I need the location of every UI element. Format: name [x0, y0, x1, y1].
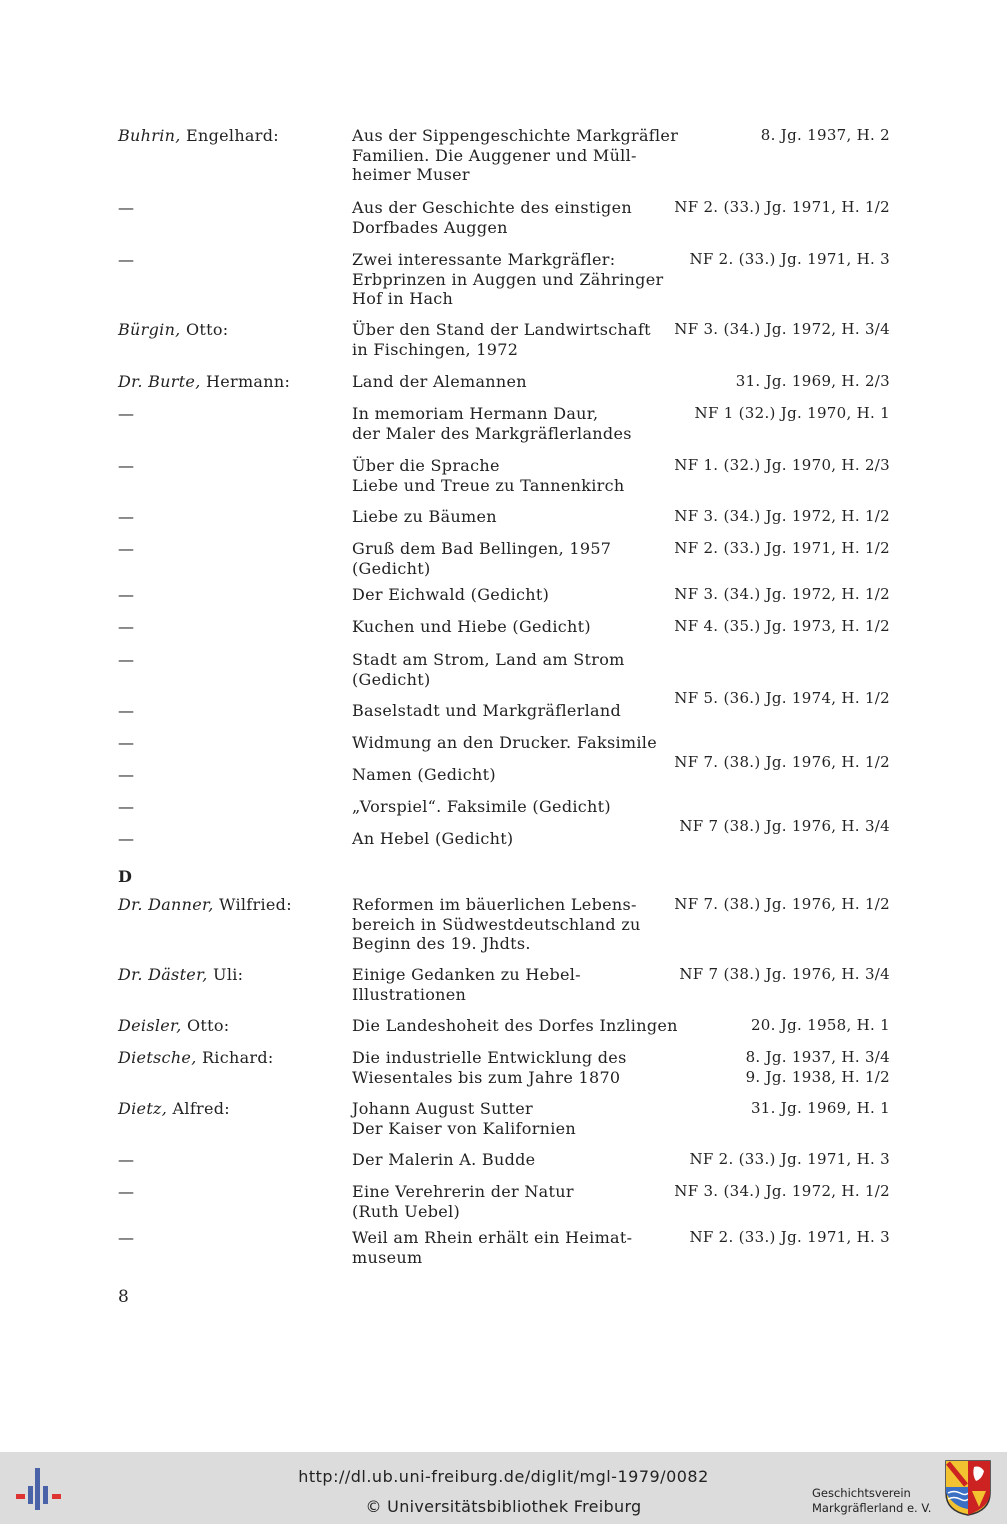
reference-line: NF 3. (34.) Jg. 1972, H. 1/2 [674, 1182, 890, 1200]
entry-row [118, 1048, 908, 1099]
author-forename: Richard: [196, 1048, 274, 1067]
title-line: Beginn des 19. Jhdts. [352, 934, 531, 953]
entry-reference [689, 1150, 890, 1170]
entry-row [118, 895, 908, 965]
title-line: Die industrielle Entwicklung des [352, 1048, 627, 1067]
entry-author [118, 797, 348, 817]
entry-author [118, 1099, 348, 1119]
reference-line: NF 5. (36.) Jg. 1974, H. 1/2 [674, 689, 890, 707]
title-line: Widmung an den Drucker. Faksimile [352, 733, 657, 752]
entry-row [118, 507, 908, 539]
section-heading: D [118, 867, 132, 886]
entry-row [118, 1150, 908, 1182]
entry-row [118, 404, 908, 456]
entry-author [118, 320, 348, 340]
source-url-link[interactable]: http://dl.ub.uni-freiburg.de/diglit/mgl-1979/0082 [298, 1467, 709, 1486]
title-line: Der Eichwald (Gedicht) [352, 585, 550, 604]
entry-author [118, 404, 348, 424]
entry-title [352, 1099, 662, 1138]
reference-line: 31. Jg. 1969, H. 2/3 [735, 372, 890, 390]
entry-author [118, 765, 348, 785]
title-line: Der Malerin A. Budde [352, 1150, 536, 1169]
entry-author [118, 1048, 348, 1068]
title-line: Aus der Geschichte des einstigen [352, 198, 632, 217]
reference-line: NF 3. (34.) Jg. 1972, H. 1/2 [674, 507, 890, 525]
reference-line: NF 1. (32.) Jg. 1970, H. 2/3 [674, 456, 890, 474]
reference-line: NF 1 (32.) Jg. 1970, H. 1 [694, 404, 890, 422]
entry-reference [674, 585, 890, 605]
entry-author [118, 372, 348, 392]
title-line: Illustrationen [352, 984, 467, 1004]
title-line: Über den Stand der Landwirtschaft [352, 320, 651, 339]
title-line: Der Kaiser von Kalifornien [352, 1118, 577, 1138]
title-line: An Hebel (Gedicht) [352, 829, 514, 848]
entry-title [352, 372, 662, 392]
entry-row [118, 539, 908, 585]
entry-row [118, 198, 908, 250]
title-line: Zwei interessante Markgräfler: [352, 250, 616, 269]
title-line: Liebe und Treue zu Tannenkirch [352, 475, 625, 495]
entry-title [352, 1228, 662, 1267]
entry-row [118, 1016, 908, 1048]
entry-author [118, 733, 348, 753]
entry-row [118, 650, 908, 707]
title-line: Liebe zu Bäumen [352, 507, 497, 526]
entry-author [118, 617, 348, 637]
author-forename: — [118, 617, 135, 636]
reference-line: NF 7 (38.) Jg. 1976, H. 3/4 [679, 816, 890, 835]
footer-bar [0, 1452, 1007, 1524]
entry-author [118, 829, 348, 849]
entry-row [118, 1099, 908, 1150]
entry-row [118, 1228, 908, 1274]
entry-title [352, 829, 662, 849]
author-forename: — [118, 456, 135, 475]
reference-line: NF 2. (33.) Jg. 1971, H. 3 [689, 1150, 890, 1168]
entry-reference [761, 126, 890, 146]
entry-row [118, 701, 908, 733]
title-line: Über die Sprache [352, 456, 500, 475]
author-forename: — [118, 198, 135, 217]
reference-line: 9. Jg. 1938, H. 1/2 [745, 1067, 890, 1086]
reference-line [679, 797, 890, 817]
title-line: Baselstadt und Markgräflerland [352, 701, 622, 720]
entry-author [118, 126, 348, 146]
entry-author [118, 585, 348, 605]
title-line: der Maler des Markgräflerlandes [352, 423, 632, 443]
entry-author [118, 895, 348, 915]
entry-title [352, 585, 662, 605]
entry-title [352, 507, 662, 527]
author-forename: — [118, 1150, 135, 1169]
reference-line: NF 2. (33.) Jg. 1971, H. 3 [689, 1228, 890, 1246]
title-line: Aus der Sippengeschichte Markgräfler [352, 126, 679, 145]
title-line: Die Landeshoheit des Dorfes Inzlingen [352, 1016, 678, 1035]
entry-row [118, 733, 908, 771]
entry-author [118, 507, 348, 527]
entry-list [118, 126, 908, 1274]
title-line: In memoriam Hermann Daur, [352, 404, 599, 423]
author-forename: Uli: [207, 965, 244, 984]
author-forename: Engelhard: [180, 126, 279, 145]
entry-row [118, 1182, 908, 1228]
entry-title [352, 701, 662, 721]
title-line: Wiesentales bis zum Jahre 1870 [352, 1067, 621, 1087]
coat-of-arms-icon [944, 1459, 992, 1517]
entry-reference [674, 617, 890, 637]
entry-row [118, 126, 908, 198]
entry-author [118, 1228, 348, 1248]
entry-reference [736, 372, 890, 392]
entry-row [118, 829, 908, 865]
page-number: 8 [118, 1287, 129, 1307]
title-line: Stadt am Strom, Land am Strom [352, 650, 625, 669]
author-forename: — [118, 701, 135, 720]
entry-title [352, 456, 662, 495]
entry-author [118, 650, 348, 670]
reference-line [674, 670, 890, 690]
reference-line: NF 2. (33.) Jg. 1971, H. 1/2 [674, 539, 890, 557]
title-line: in Fischingen, 1972 [352, 339, 519, 359]
entry-author [118, 250, 348, 270]
entry-title [352, 320, 662, 359]
title-line: Johann August Sutter [352, 1099, 533, 1118]
entry-reference [674, 320, 890, 340]
reference-line: 20. Jg. 1958, H. 1 [750, 1016, 890, 1034]
author-forename: Otto: [180, 320, 229, 339]
entry-row [118, 250, 908, 320]
entry-title [352, 250, 662, 309]
title-line: Eine Verehrerin der Natur [352, 1182, 574, 1201]
author-surname: Buhrin, [118, 126, 181, 145]
entry-reference [674, 507, 890, 527]
author-forename: — [118, 1182, 135, 1201]
author-surname: Dr. Däster, [118, 965, 208, 984]
entry-group-c [118, 126, 908, 865]
entry-reference [689, 1228, 890, 1248]
title-line: museum [352, 1247, 423, 1267]
entry-title [352, 765, 662, 785]
author-forename: Otto: [181, 1016, 230, 1035]
author-forename: — [118, 733, 135, 752]
entry-title [352, 1182, 662, 1221]
copyright-text: © Universitätsbibliothek Freiburg [365, 1497, 642, 1516]
reference-line: NF 3. (34.) Jg. 1972, H. 3/4 [674, 320, 890, 338]
title-line: Gruß dem Bad Bellingen, 1957 [352, 539, 612, 558]
entry-author [118, 701, 348, 721]
author-forename: — [118, 585, 135, 604]
entry-reference [679, 965, 890, 985]
entry-author [118, 1182, 348, 1202]
reference-line: NF 7. (38.) Jg. 1976, H. 1/2 [674, 752, 890, 771]
title-line: Land der Alemannen [352, 372, 527, 391]
reference-line: 8. Jg. 1937, H. 2 [760, 126, 890, 144]
title-line: „Vorspiel“. Faksimile (Gedicht) [352, 797, 611, 816]
author-surname: Dr. Burte, [118, 372, 201, 391]
reference-line: 31. Jg. 1969, H. 1 [750, 1099, 890, 1117]
title-line: Hof in Hach [352, 289, 454, 308]
title-line: Namen (Gedicht) [352, 765, 496, 784]
entry-reference [674, 650, 890, 709]
entry-reference [695, 404, 890, 424]
reference-line: NF 2. (33.) Jg. 1971, H. 1/2 [674, 198, 890, 216]
author-forename: — [118, 650, 135, 669]
author-forename: — [118, 797, 135, 816]
author-forename: — [118, 765, 135, 784]
entry-title [352, 198, 662, 237]
entry-title [352, 733, 662, 753]
author-surname: Deisler, [118, 1016, 182, 1035]
entry-reference [751, 1016, 890, 1036]
entry-reference [689, 250, 890, 270]
reference-line [674, 733, 890, 753]
entry-title [352, 650, 662, 689]
entry-reference [674, 456, 890, 476]
author-forename: — [118, 1228, 135, 1247]
entry-author [118, 965, 348, 985]
entry-title [352, 1150, 662, 1170]
title-line: Kuchen und Hiebe (Gedicht) [352, 617, 591, 636]
entry-title [352, 1016, 678, 1036]
author-forename: Hermann: [200, 372, 291, 391]
reference-line: 8. Jg. 1937, H. 3/4 [745, 1048, 890, 1066]
entry-row [118, 585, 908, 617]
reference-line: NF 7. (38.) Jg. 1976, H. 1/2 [674, 895, 890, 913]
entry-reference [746, 1048, 890, 1087]
entry-title [352, 1048, 662, 1087]
entry-row [118, 965, 908, 1016]
entry-row [118, 456, 908, 507]
reference-line: NF 4. (35.) Jg. 1973, H. 1/2 [674, 617, 890, 635]
author-surname: Dr. Danner, [118, 895, 214, 914]
author-forename: — [118, 404, 135, 423]
entry-row [118, 617, 908, 650]
author-forename: — [118, 539, 135, 558]
author-forename: — [118, 507, 135, 526]
entry-reference [674, 539, 890, 559]
title-line: Reformen im bäuerlichen Lebens- [352, 895, 637, 914]
author-surname: Bürgin, [118, 320, 181, 339]
entry-title [352, 797, 662, 817]
entry-title [352, 404, 662, 443]
entry-row [118, 797, 908, 835]
author-surname: Dietz, [118, 1099, 168, 1118]
entry-title [352, 895, 662, 954]
entry-row [118, 372, 908, 404]
reference-line: NF 3. (34.) Jg. 1972, H. 1/2 [674, 585, 890, 603]
reference-line [674, 650, 890, 670]
entry-author [118, 539, 348, 559]
entry-author [118, 1016, 348, 1036]
entry-reference [674, 1182, 890, 1202]
title-line: (Gedicht) [352, 558, 431, 578]
entry-reference [674, 895, 890, 915]
title-line: heimer Muser [352, 165, 470, 184]
entry-reference [751, 1099, 890, 1119]
author-forename: — [118, 829, 135, 848]
author-surname: Dietsche, [118, 1048, 197, 1067]
title-line: Familien. Die Auggener und Müll- [352, 145, 637, 165]
reference-line: NF 7 (38.) Jg. 1976, H. 3/4 [679, 965, 890, 983]
entry-title [352, 539, 662, 578]
reference-line: NF 2. (33.) Jg. 1971, H. 3 [689, 250, 890, 268]
entry-title [352, 965, 662, 1004]
entry-author [118, 198, 348, 218]
entry-row [118, 765, 908, 797]
association-name [812, 1486, 931, 1516]
author-forename: Wilfried: [213, 895, 292, 914]
entry-title [352, 617, 662, 637]
entry-row [118, 320, 908, 372]
entry-author [118, 456, 348, 476]
entry-group-d [118, 895, 908, 1274]
title-line: (Ruth Uebel) [352, 1201, 461, 1221]
author-forename: — [118, 250, 135, 269]
title-line: Erbprinzen in Auggen und Zähringer [352, 269, 664, 289]
title-line: Dorfbades Auggen [352, 217, 508, 237]
entry-author [118, 1150, 348, 1170]
entry-reference [674, 198, 890, 218]
title-line: bereich in Südwestdeutschland zu [352, 914, 641, 934]
entry-title [352, 126, 679, 185]
title-line: Einige Gedanken zu Hebel- [352, 965, 581, 984]
title-line: Weil am Rhein erhält ein Heimat- [352, 1228, 633, 1247]
association-line-1: Geschichtsverein [812, 1486, 911, 1500]
association-line-2: Markgräflerland e. V. [812, 1501, 932, 1515]
author-forename: Alfred: [167, 1099, 231, 1118]
title-line: (Gedicht) [352, 669, 431, 689]
